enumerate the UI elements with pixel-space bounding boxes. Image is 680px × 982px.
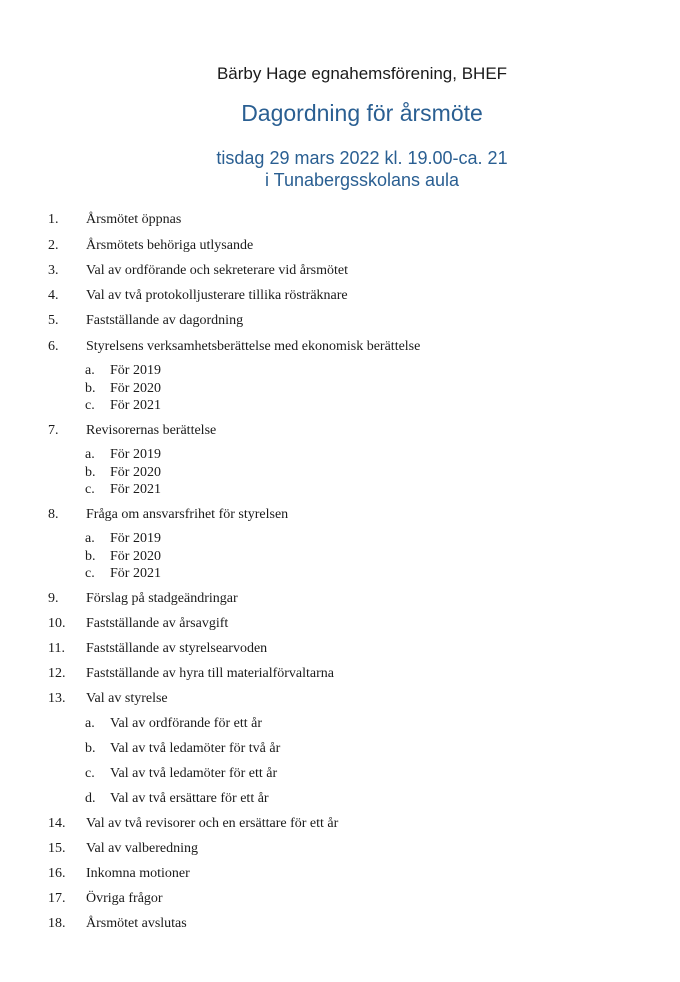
agenda-subitem-letter: b. <box>85 549 96 564</box>
agenda-subitem <box>85 380 565 398</box>
agenda-item-number: 5. <box>48 313 59 328</box>
agenda-subitem-letter: a. <box>85 531 95 546</box>
agenda-subitem <box>85 790 565 808</box>
agenda-item-text: Val av två protokolljusterare tillika rösträknare <box>86 288 348 303</box>
agenda-item-text: Val av ordförande och sekreterare vid årsmötet <box>86 263 348 278</box>
agenda-item-text: Årsmötet öppnas <box>86 212 182 227</box>
agenda-subitem <box>85 362 565 380</box>
agenda-item-text: Inkomna motioner <box>86 866 190 881</box>
agenda-subitem-letter: c. <box>85 398 95 413</box>
agenda-subitem-letter: b. <box>85 741 96 756</box>
agenda-item-number: 11. <box>48 641 65 656</box>
agenda-item <box>48 262 608 280</box>
meeting-date: tisdag 29 mars 2022 kl. 19.00-ca. 21 <box>216 148 508 168</box>
agenda-item-number: 15. <box>48 841 66 856</box>
agenda-item-number: 7. <box>48 423 59 438</box>
meeting-location: i Tunabergsskolans aula <box>264 170 460 190</box>
agenda-item-text: Årsmötets behöriga utlysande <box>86 238 254 253</box>
agenda-subitem <box>85 715 565 733</box>
agenda-subitem-letter: c. <box>85 482 95 497</box>
agenda-item-number: 18. <box>48 916 66 931</box>
agenda-item-number: 8. <box>48 507 59 522</box>
agenda-item-number: 10. <box>48 616 66 631</box>
agenda-item-number: 2. <box>48 238 59 253</box>
agenda-item <box>48 287 608 305</box>
agenda-item <box>48 237 608 255</box>
agenda-item-number: 14. <box>48 816 66 831</box>
agenda-subitem-text: För 2019 <box>110 447 161 462</box>
agenda-item-number: 1. <box>48 212 59 227</box>
agenda-subitem <box>85 530 565 548</box>
agenda-item-number: 16. <box>48 866 66 881</box>
agenda-item <box>48 640 608 658</box>
agenda-subitem-letter: c. <box>85 766 95 781</box>
agenda-item-text: Val av två revisorer och en ersättare för ett år <box>86 816 339 831</box>
agenda-item-number: 17. <box>48 891 66 906</box>
agenda-item <box>48 312 608 330</box>
agenda-item-text: Fråga om ansvarsfrihet för styrelsen <box>86 507 289 522</box>
agenda-item-text: Fastställande av hyra till materialförvaltarna <box>86 666 335 681</box>
agenda-subitem-text: För 2021 <box>110 566 161 581</box>
agenda-subitem <box>85 446 565 464</box>
agenda-item-number: 6. <box>48 339 59 354</box>
agenda-subitem-text: Val av två ersättare för ett år <box>110 791 269 806</box>
agenda-subitem-text: För 2020 <box>110 381 161 396</box>
agenda-subitem-letter: b. <box>85 465 96 480</box>
agenda-item-text: Fastställande av årsavgift <box>86 616 229 631</box>
agenda-item-number: 4. <box>48 288 59 303</box>
agenda-subitem-letter: a. <box>85 363 95 378</box>
agenda-item-text: Fastställande av dagordning <box>86 313 244 328</box>
agenda-item-text: Fastställande av styrelsearvoden <box>86 641 268 656</box>
agenda-subitem <box>85 548 565 566</box>
agenda-subitem-text: För 2019 <box>110 363 161 378</box>
agenda-item <box>48 690 608 708</box>
agenda-subitem-text: Val av två ledamöter för ett år <box>110 766 278 781</box>
agenda-item-text: Val av valberedning <box>86 841 198 856</box>
agenda-item-number: 3. <box>48 263 59 278</box>
agenda-item-text: Styrelsens verksamhetsberättelse med ekonomisk berättelse <box>86 339 421 354</box>
agenda-subitem-text: Val av två ledamöter för två år <box>110 741 281 756</box>
agenda-subitem-text: För 2021 <box>110 398 161 413</box>
agenda-item-number: 12. <box>48 666 66 681</box>
agenda-item <box>48 665 608 683</box>
agenda-subitem-letter: a. <box>85 716 95 731</box>
agenda-subitem-letter: c. <box>85 566 95 581</box>
agenda-subitem-letter: d. <box>85 791 96 806</box>
agenda-item-text: Årsmötet avslutas <box>86 916 187 931</box>
agenda-item <box>48 890 608 908</box>
agenda-subitem-text: Val av ordförande för ett år <box>110 716 262 731</box>
agenda-subitem-letter: b. <box>85 381 96 396</box>
organization-name: Bärby Hage egnahemsförening, BHEF <box>216 64 508 83</box>
agenda-item <box>48 211 608 229</box>
agenda-subitem <box>85 397 565 415</box>
agenda-item-text: Förslag på stadgeändringar <box>86 591 238 606</box>
agenda-item-text: Val av styrelse <box>86 691 168 706</box>
agenda-subitem <box>85 740 565 758</box>
agenda-subitem <box>85 464 565 482</box>
agenda-subitem <box>85 765 565 783</box>
agenda-item <box>48 840 608 858</box>
agenda-subitem-text: För 2019 <box>110 531 161 546</box>
agenda-item-number: 9. <box>48 591 59 606</box>
agenda-item <box>48 915 608 933</box>
agenda-subitem-text: För 2020 <box>110 549 161 564</box>
page-title: Dagordning för årsmöte <box>241 100 483 126</box>
agenda-item-text: Revisorernas berättelse <box>86 423 217 438</box>
agenda-subitem <box>85 481 565 499</box>
agenda-item <box>48 338 608 356</box>
agenda-item-text: Övriga frågor <box>86 891 163 906</box>
agenda-item <box>48 615 608 633</box>
agenda-subitem-text: För 2020 <box>110 465 161 480</box>
agenda-item <box>48 815 608 833</box>
agenda-item <box>48 506 608 524</box>
agenda-subitem-letter: a. <box>85 447 95 462</box>
agenda-subitem-text: För 2021 <box>110 482 161 497</box>
agenda-item <box>48 865 608 883</box>
agenda-subitem <box>85 565 565 583</box>
agenda-item <box>48 590 608 608</box>
agenda-item <box>48 422 608 440</box>
agenda-item-number: 13. <box>48 691 66 706</box>
